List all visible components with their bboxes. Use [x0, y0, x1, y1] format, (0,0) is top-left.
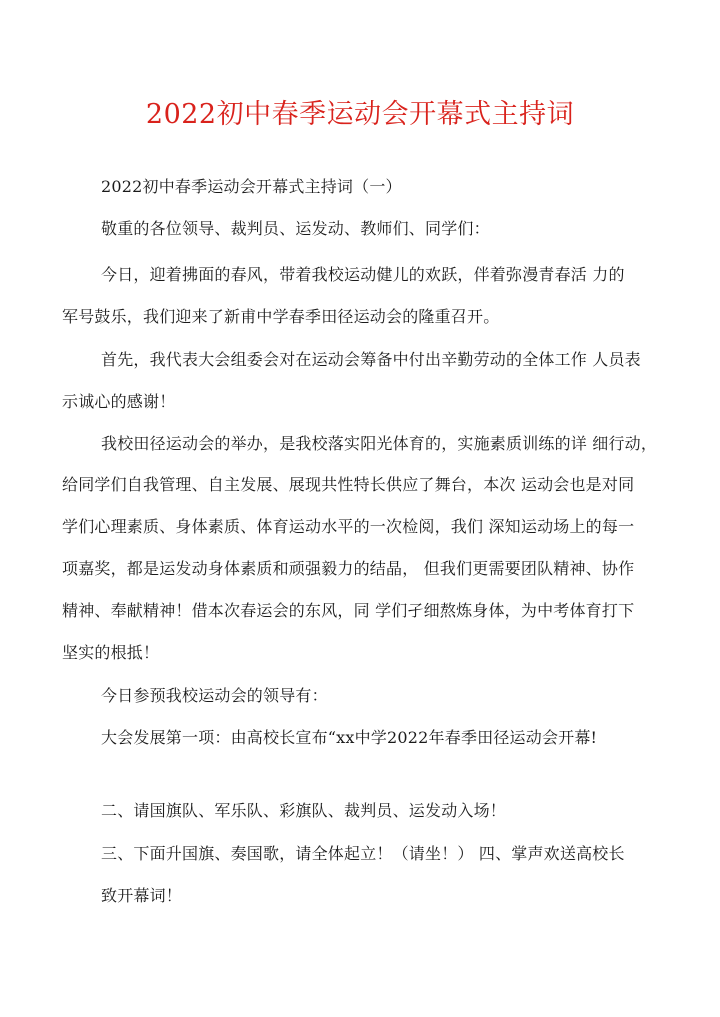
paragraph-line: 今日参预我校运动会的领导有： — [101, 686, 328, 705]
paragraph-line: 学们心理素质、身体素质、体育运动水平的一次检阅，我们 深知运动场上的每一 — [62, 517, 635, 536]
paragraph-line: 致开幕词！ — [101, 886, 183, 905]
subtitle-line: 2022初中春季运动会开幕式主持词（一） — [101, 177, 402, 196]
paragraph-line: 我校田径运动会的举办，是我校落实阳光体育的，实施素质训练的详 细行动， — [101, 434, 658, 453]
paragraph-line: 给同学们自我管理、自主发展、展现共性特长供应了舞台，本次 运动会也是对同 — [62, 475, 635, 494]
paragraph-line: 坚实的根抵！ — [62, 643, 160, 662]
paragraph-line: 大会发展第一项：由高校长宣布“xx中学2022年春季田径运动会开幕! — [101, 728, 598, 747]
paragraph-line: 项嘉奖，都是运发动身体素质和顽强毅力的结晶， 但我们更需要团队精神、协作 — [62, 559, 635, 578]
paragraph-line: 三、下面升国旗、奏国歌，请全体起立！（请坐！） 四、掌声欢送高校长 — [101, 844, 625, 863]
document-title: 2022初中春季运动会开幕式主持词 — [145, 99, 575, 130]
paragraph-line: 军号鼓乐，我们迎来了新甫中学春季田径运动会的隆重召开。 — [62, 307, 500, 326]
paragraph-line: 二、请国旗队、军乐队、彩旗队、裁判员、运发动入场！ — [101, 801, 507, 820]
paragraph-line: 首先，我代表大会组委会对在运动会筹备中付出辛勤劳动的全体工作 人员表 — [101, 350, 641, 369]
paragraph-line: 示诚心的感谢！ — [62, 392, 176, 411]
paragraph-line: 精神、奉献精神！借本次春运会的东风，同 学们孑细熬炼身体，为中考体育打下 — [62, 601, 635, 620]
paragraph-line: 今日，迎着拂面的春风，带着我校运动健儿的欢跃，伴着弥漫青春活 力的 — [101, 265, 625, 284]
salutation-line: 敬重的各位领导、裁判员、运发动、教师们、同学们： — [101, 219, 490, 238]
